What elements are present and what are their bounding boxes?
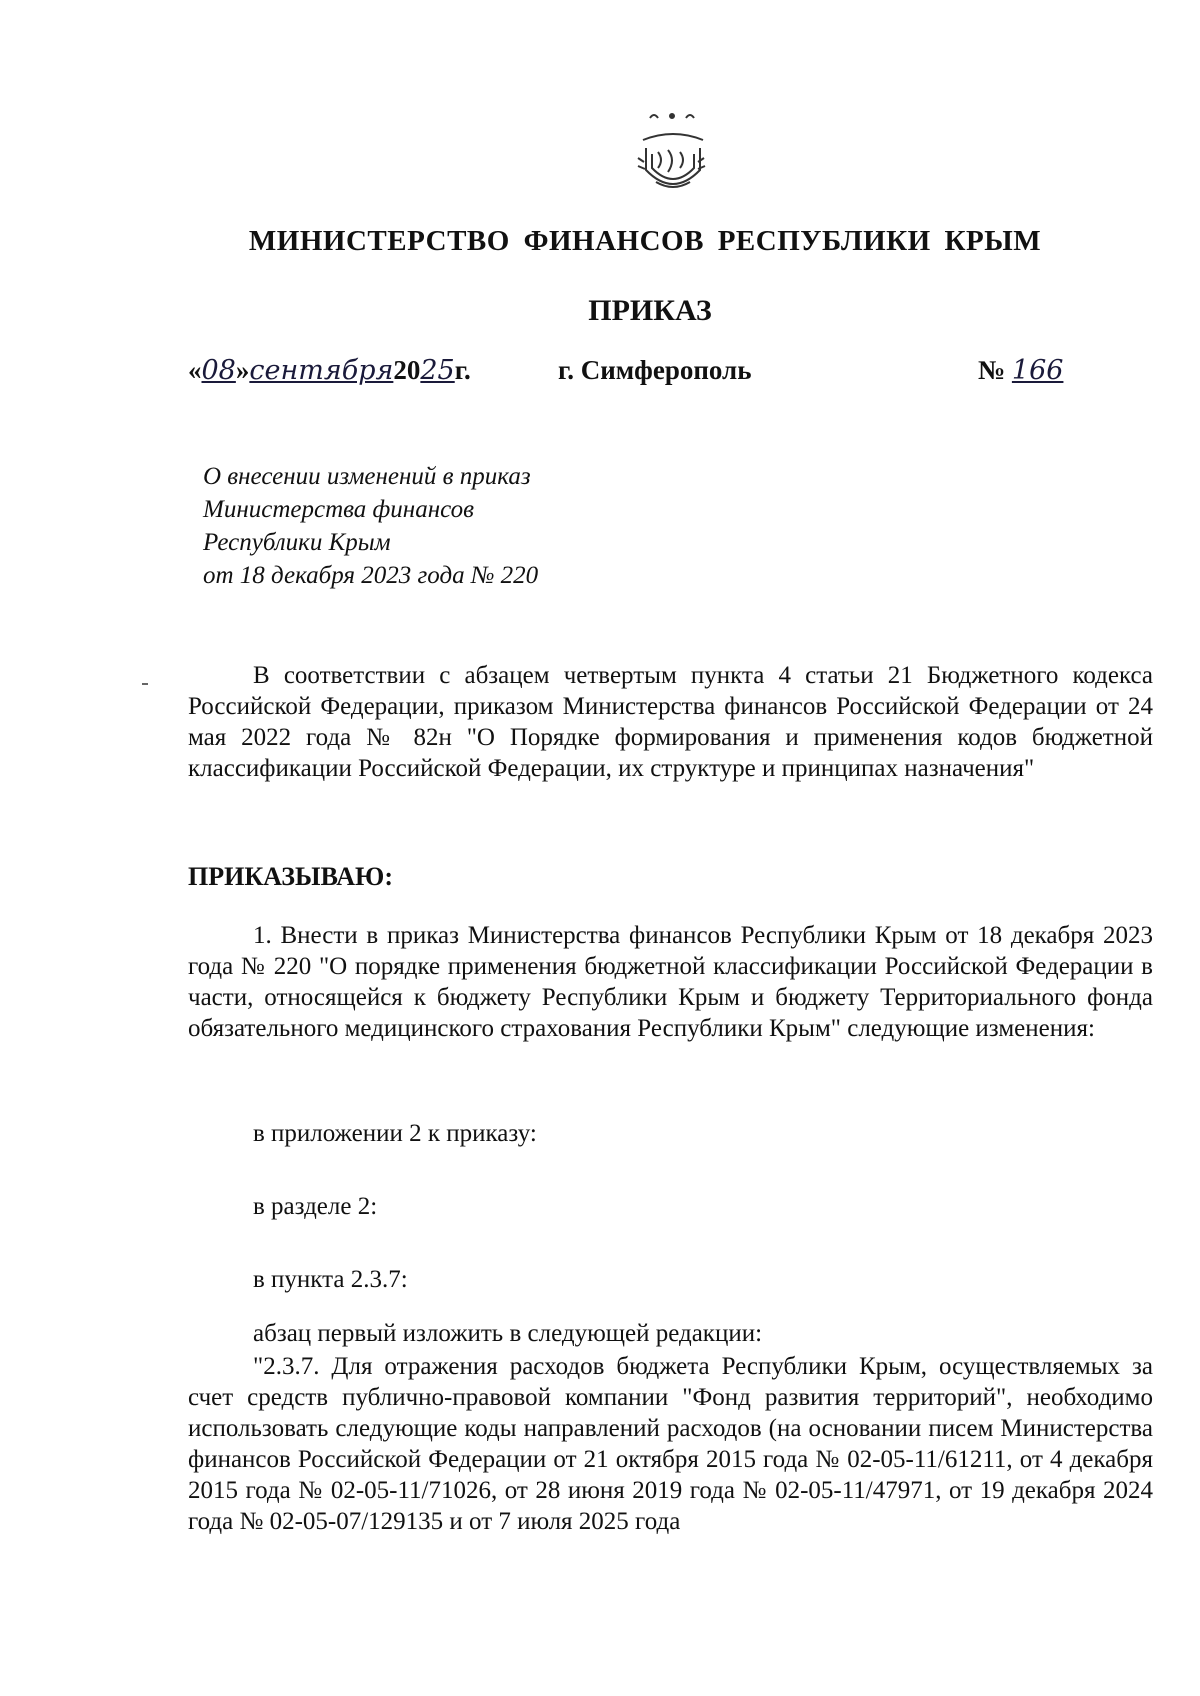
ministry-title: МИНИСТЕРСТВО ФИНАНСОВ РЕСПУБЛИКИ КРЫМ	[248, 225, 1042, 257]
document-date	[188, 355, 471, 386]
date-open-quote: «	[188, 355, 202, 385]
subject-line: Республики Крым	[203, 529, 391, 556]
point-line: в пункта 2.3.7:	[253, 1266, 408, 1293]
number-handwritten: 166	[1011, 355, 1064, 386]
date-year-handwritten: 25	[420, 355, 455, 386]
section-line: в разделе 2:	[253, 1193, 378, 1220]
scan-mark	[142, 683, 148, 685]
city-name: г. Симферополь	[558, 355, 752, 385]
paragraph-instruction-line: абзац первый изложить в следующей редакции:	[253, 1320, 763, 1347]
document-type-heading: ПРИКАЗ	[588, 294, 712, 327]
order-subject	[203, 460, 803, 592]
crimea-coat-of-arms-emblem	[628, 100, 718, 200]
appendix-line: в приложении 2 к приказу:	[253, 1120, 537, 1147]
date-close-quote: »	[235, 355, 250, 385]
new-wording-paragraph: "2.3.7. Для отражения расходов бюджета Республики Крым, осуществляемых за счет средств публично-правовой компании "Фонд развития территорий", необходимо использовать следующие коды направлений расходов (на основании писем Министерства финансов Российской Федерации от 21 октября 2015 года № 02-05-11/61211, от 4 декабря 2015 года № 02-05-11/71026, от 28 июня 2019 года № 02-05-11/47971, от 19 декабря 2024 года № 02-05-07/129135 и от 7 июля 2025 года	[188, 1353, 1153, 1535]
subject-line: от 18 декабря 2023 года № 220	[203, 562, 539, 589]
document-number	[978, 355, 1063, 386]
number-sign: №	[978, 355, 1006, 385]
item-1-paragraph: 1. Внести в приказ Министерства финансов Республики Крым от 18 декабря 2023 года № 220 "О порядке применения бюджетной классификации Российской Федерации в части, относящейся к бюджету Республики Крым и бюджету Территориального фонда обязательного медицинского страхования Республики Крым" следующие изменения:	[188, 922, 1153, 1042]
subject-line: О внесении изменений в приказ	[203, 463, 531, 490]
preamble-paragraph: В соответствии с абзацем четвертым пункта 4 статьи 21 Бюджетного кодекса Российской Федерации, приказом Министерства финансов Российской Федерации от 24 мая 2022 года № 82н "О Порядке формирования и применения кодов бюджетной классификации Российской Федерации, их структуре и принципах назначения"	[188, 662, 1153, 782]
date-year-prefix: 20	[393, 355, 421, 385]
date-month-handwritten: сентября	[249, 355, 394, 386]
order-directive-heading: ПРИКАЗЫВАЮ:	[188, 862, 393, 891]
date-line	[188, 355, 1088, 395]
date-year-unit: г.	[454, 355, 471, 385]
date-day-handwritten: 08	[201, 355, 236, 386]
subject-line: Министерства финансов	[203, 496, 474, 523]
